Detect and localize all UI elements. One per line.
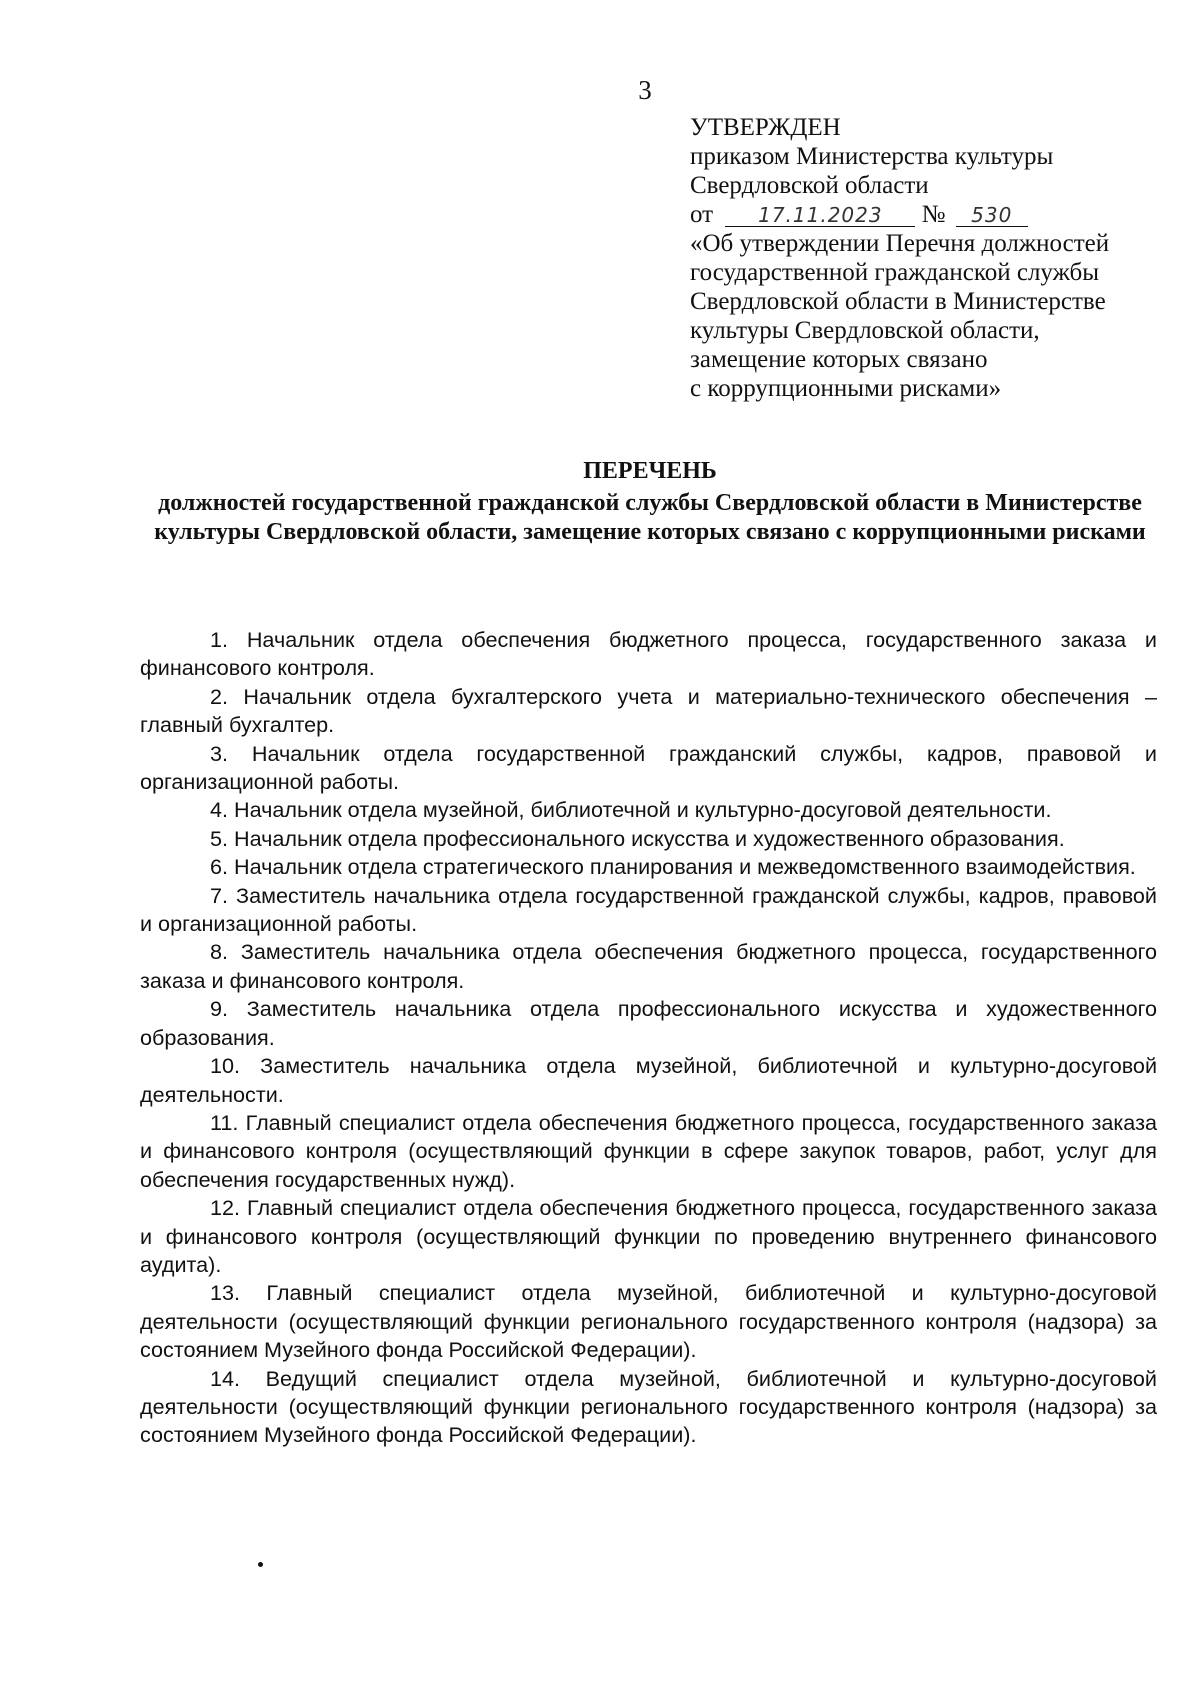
number-prefix: №: [921, 201, 946, 228]
approval-heading: УТВЕРЖДЕН: [690, 114, 841, 141]
handwritten-number: 530: [956, 204, 1028, 227]
list-item: 10. Заместитель начальника отдела музейной, библиотечной и культурно-досуговой деятельности.: [140, 1053, 1157, 1107]
approval-line-1: приказом Министерства культуры: [690, 143, 1054, 170]
page-number: 3: [638, 75, 652, 105]
list-item: 11. Главный специалист отдела обеспечения бюджетного процесса, государственного заказа и финансового контроля (осуществляющий функции в сфере закупок товаров, работ, услуг для обеспечения государственных нужд).: [140, 1109, 1157, 1192]
list-item: 8. Заместитель начальника отдела обеспечения бюджетного процесса, государственного заказа и финансового контроля.: [140, 939, 1157, 993]
approval-date-number-line: [690, 200, 1160, 229]
list-item: 3. Начальник отдела государственной гражданский службы, кадров, правовой и организационной работы.: [140, 740, 1157, 795]
list-item: 13. Главный специалист отдела музейной, библиотечной и культурно-досуговой деятельности (осуществляющий функции регионального государственного контроля (надзора) за состоянием Музейного фонда Российской Федерации).: [140, 1280, 1157, 1363]
list-item: 1. Начальник отдела обеспечения бюджетного процесса, государственного заказа и финансового контроля.: [140, 627, 1157, 681]
order-title-line-4: культуры Свердловской области,: [690, 317, 1040, 344]
list-item: 4. Начальник отдела музейной, библиотечной и культурно-досуговой деятельности.: [210, 797, 1052, 823]
stray-dot-mark: [258, 1562, 263, 1567]
list-item: 12. Главный специалист отдела обеспечения бюджетного процесса, государственного заказа и финансового контроля (осуществляющий функции по проведению внутреннего финансового аудита).: [140, 1195, 1157, 1277]
list-item: 5. Начальник отдела профессионального искусства и художественного образования.: [210, 825, 1065, 851]
document-title-block: [140, 457, 1160, 547]
order-title-line-6: с коррупционными рисками»: [690, 375, 1002, 402]
order-title-line-2: государственной гражданской службы: [690, 259, 1100, 286]
list-item: 7. Заместитель начальника отдела государственной гражданской службы, кадров, правовой и организационной работы.: [140, 882, 1157, 937]
handwritten-date: 17.11.2023: [725, 204, 915, 227]
positions-list: [140, 626, 1157, 1450]
approval-stamp-block: [690, 113, 1160, 403]
order-title-line-1: «Об утверждении Перечня должностей: [690, 230, 1110, 257]
list-item: 9. Заместитель начальника отдела профессионального искусства и художественного образования.: [140, 996, 1157, 1050]
document-title: ПЕРЕЧЕНЬ: [583, 458, 717, 484]
order-title-line-3: Свердловской области в Министерстве: [690, 288, 1106, 315]
list-item: 2. Начальник отдела бухгалтерского учета и материально-технического обеспечения – главный бухгалтер.: [140, 683, 1157, 738]
document-subtitle: должностей государственной гражданской службы Свердловской области в Министерстве культуры Свердловской области, замещение которых связано с коррупционными рисками: [154, 490, 1146, 545]
date-prefix: от: [690, 201, 714, 228]
approval-line-2: Свердловской области: [690, 172, 929, 199]
order-title-line-5: замещение которых связано: [690, 346, 988, 373]
list-item: 14. Ведущий специалист отдела музейной, библиотечной и культурно-досуговой деятельности (осуществляющий функции регионального государственного контроля (надзора) за состоянием Музейного фонда Российской Федерации).: [140, 1365, 1157, 1448]
list-item: 6. Начальник отдела стратегического планирования и межведомственного взаимодействия.: [210, 854, 1136, 880]
